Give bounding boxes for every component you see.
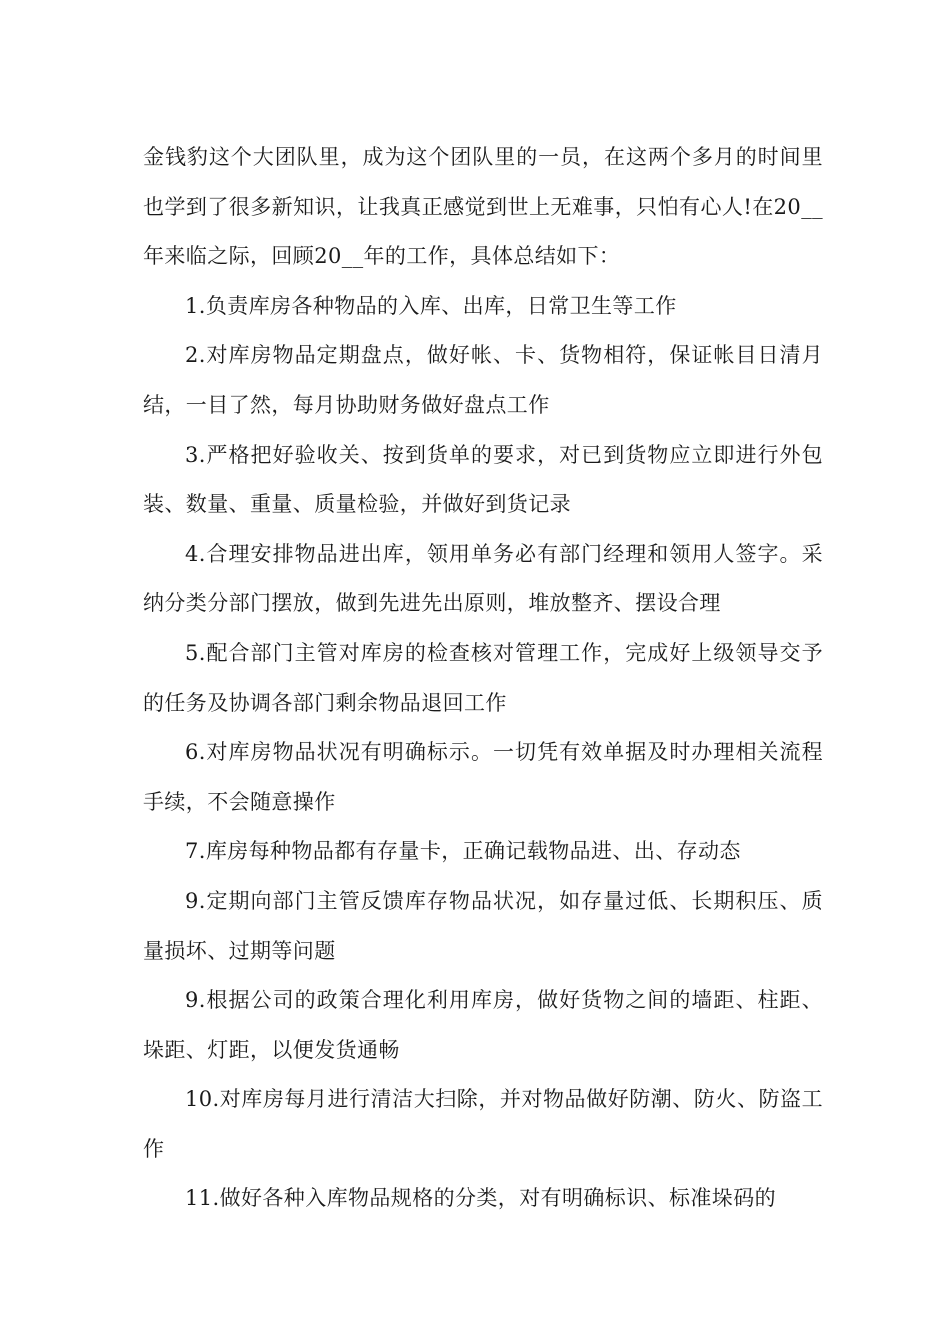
list-item-3: 3.严格把好验收关、按到货单的要求，对已到货物应立即进行外包装、数量、重量、质量检验，并做好到货记录 bbox=[143, 442, 823, 517]
list-item-11: 11.做好各种入库物品规格的分类，对有明确标识、标准垛码的 bbox=[185, 1186, 776, 1211]
list-item-4: 4.合理安排物品进出库，领用单务必有部门经理和领用人签字。采纳分类分部门摆放，做到先进先出原则，堆放整齐、摆设合理 bbox=[143, 541, 823, 616]
list-item-10: 10.对库房每月进行清洁大扫除，并对物品做好防潮、防火、防盗工作 bbox=[143, 1087, 823, 1161]
list-item-6: 6.对库房物品状况有明确标示。一切凭有效单据及时办理相关流程手续，不会随意操作 bbox=[143, 740, 823, 814]
list-item-7: 7.库房每种物品都有存量卡，正确记载物品进、出、存动态 bbox=[185, 839, 741, 864]
list-item-9a: 9.定期向部门主管反馈库存物品状况，如存量过低、长期积压、质量损坏、过期等问题 bbox=[143, 888, 823, 963]
intro-paragraph: 金钱豹这个大团队里，成为这个团队里的一员，在这两个多月的时间里也学到了很多新知识，让我真正感觉到世上无难事，只怕有心人!在20__年来临之际，回顾20__年的工作，具体总结如下： bbox=[143, 145, 823, 269]
list-item-2: 2.对库房物品定期盘点，做好帐、卡、货物相符，保证帐目日清月结，一目了然，每月协助财务做好盘点工作 bbox=[143, 343, 823, 417]
list-item-5: 5.配合部门主管对库房的检查核对管理工作，完成好上级领导交予的任务及协调各部门剩余物品退回工作 bbox=[143, 640, 823, 715]
document-body bbox=[143, 133, 823, 1224]
list-item-1: 1.负责库房各种物品的入库、出库，日常卫生等工作 bbox=[185, 293, 677, 318]
list-item-9b: 9.根据公司的政策合理化利用库房，做好货物之间的墙距、柱距、垛距、灯距，以便发货通畅 bbox=[143, 988, 823, 1062]
